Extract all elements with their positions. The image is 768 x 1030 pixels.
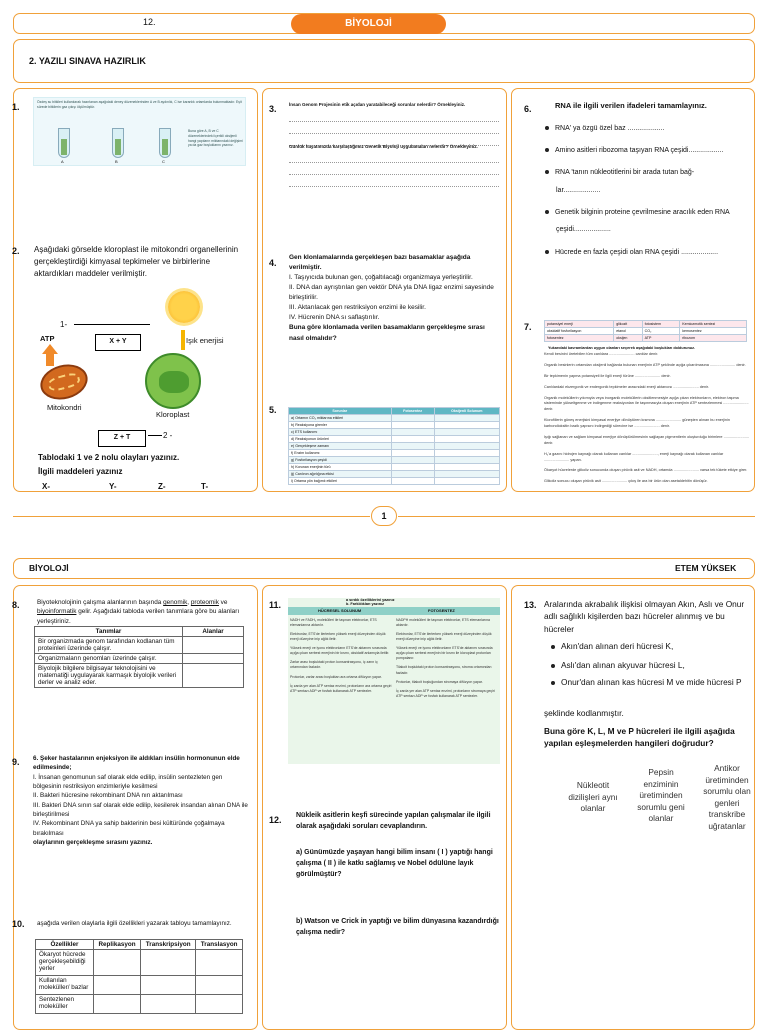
q6-bullet-2: Amino asitleri ribozoma taşıyan RNA çeşidi.................. bbox=[545, 146, 723, 157]
y-answer: Y- bbox=[109, 482, 117, 491]
q11-header-right: FOTOSENTEZ bbox=[428, 608, 455, 613]
q9-title: 6. Şeker hastalarının enjeksiyon ile aldıkları insülin hormonunun elde edilmesinde; bbox=[33, 755, 240, 772]
q13-number: 13. bbox=[524, 600, 537, 610]
page-divider-left bbox=[13, 516, 370, 517]
q4-step-2: II. DNA dan ayrıştırılan gen vektör DNA yla DNA ligaz enzimi sayesinde birleştirilir. bbox=[289, 284, 494, 302]
q10-number: 10. bbox=[12, 919, 25, 929]
q6-bullet-3-cont: lar................... bbox=[556, 187, 601, 194]
q8-number: 8. bbox=[12, 600, 20, 610]
q1-side-text: Buna göre A, B ve C düzeneklerindeki içerikli oksijenli hangi yapıların miktarındaki değişimi ya da gaz boşluklarını yazınız. bbox=[188, 129, 243, 148]
page2-header-bar bbox=[13, 558, 755, 579]
q13-bullet-2: Aslı'dan alınan akyuvar hücresi L, bbox=[551, 659, 685, 671]
q12-a: a) Günümüzde yaşayan hangi bilim insanı ( I ) yaptığı hangi çalışma ( II ) ile katkı sağlamış ve Nobel ödülüne layık görülmüştür? bbox=[296, 849, 493, 878]
q1-intro: Özdeş su bitkileri kullanılarak hazırlanan aşağıdaki deney düzeneklerinden A ve B aydınlık, C ise karanlık ortamlarda bulunmaktadır. Eşit sürede bitkilerin gaz çıkışı ölçülmüştür. bbox=[37, 100, 242, 109]
atp-arrow-stem bbox=[46, 353, 54, 366]
chloroplast-icon bbox=[145, 353, 201, 409]
t-answer: T- bbox=[201, 482, 209, 491]
q13-bullet-1: Akın'dan alınan deri hücresi K, bbox=[551, 640, 673, 652]
q5-header: Fotosentez bbox=[391, 408, 434, 415]
tube-b bbox=[112, 128, 124, 158]
q13-bullet-3: Onur'dan alınan kas hücresi M ve mide hücresi P bbox=[551, 676, 751, 688]
q4-step-4: IV. Hücrenin DNA sı saflaştırılır. bbox=[289, 314, 380, 322]
q8-intro: Biyoteknolojinin çalışma alanlarının başında genomik, proteomik ve biyoinformatik gelir. Aşağıdaki tabloda verilen tanımlara göre bu alanları yerleştiriniz. bbox=[37, 599, 240, 625]
page-divider-right bbox=[398, 516, 755, 517]
x-answer: X- bbox=[42, 482, 50, 491]
q5-row: d) Reaksiyonun ürünleri bbox=[289, 436, 392, 443]
q5-row: c) ETS kullanımı bbox=[289, 429, 392, 436]
q11-caption-2: b. Farklılıkları yazınız bbox=[346, 602, 384, 606]
diagram-label-1: 1- bbox=[60, 320, 68, 329]
q7-instruction: Yukarıdaki kavramlardan uygun olanları seçerek aşağıdaki boşlukları doldurunuz. bbox=[548, 346, 696, 350]
q4-step-1: I. Taşıyıcıda bulunan gen, çoğaltılacağı organizmaya yerleştirilir. bbox=[289, 274, 473, 282]
q3-b: Günlük hayatımızda karşılaştığımız Genetik Biyoloji uygulamaları nelerdir? Örnekleyiniz. bbox=[289, 144, 478, 149]
q11-caption: a sırdık özelliklerini yazınız bbox=[346, 598, 395, 602]
q4-number: 4. bbox=[269, 258, 277, 268]
q10-row: Sentezlenen moleküller bbox=[36, 995, 94, 1014]
q6-bullet-4-cont: çeşidi................... bbox=[556, 226, 611, 233]
page2-subject: BİYOLOJİ bbox=[29, 563, 69, 573]
q5-number: 5. bbox=[269, 405, 277, 415]
xy-label: X + Y bbox=[109, 338, 127, 345]
q6-bullet-3: RNA 'tanın nükleotitlerini bir arada tutan bağ- bbox=[545, 168, 694, 179]
mito-label: Mitokondri bbox=[47, 403, 82, 412]
q8-row: Bir organizmada genom tarafından kodlanan tüm proteinleri üzerinde çalışır. bbox=[35, 637, 183, 654]
q2-number: 2. bbox=[12, 246, 20, 256]
tube-c bbox=[159, 128, 171, 158]
q11-right-col: NADPH molekülleri ile taşınan elektronlar, ETS elemanlarına aktarılır. Elektronlar, ETS'de ilerlerken yüksek enerji düzeyinden düşük enerji düzeyine inip ağlık iletir. Yüksek enerji ve iyonu elektronların ETS'de aktarımı sırasında açığa çıkan serbest enerjinin bir kısmı ile kloroplast protonları pompalanır. Tilakoit boşluktaki proton konsantrasyonu, stroma ortamından fazladır. Protonlar, tilakoit boşluğundan stromaya difüzyon yapar. İç zarda yer alan ATP sentaz enzimi, protonların stromaya geçiri ATP sentazı ADP ve fosfatı kullanarak ATP sentezler. bbox=[396, 618, 495, 698]
q11-number: 11. bbox=[269, 600, 282, 610]
q3-a: İnsan Genom Projesinin etik açıdan yaratabileceği sorunlar nelerdir? Örnekleyiniz. bbox=[289, 102, 466, 107]
q11-figure bbox=[288, 598, 500, 764]
z-answer: Z- bbox=[158, 482, 166, 491]
q13-text: Aralarında akrabalık ilişkisi olmayan Akın, Aslı ve Onur adlı sağlıklı kişilerden bazı hücreler alınmış ve bu hücreler bbox=[544, 599, 745, 634]
q2-instruction-1: Tablodaki 1 ve 2 nolu olayları yazınız. bbox=[38, 453, 180, 462]
q7-concept-table: potansiyel enerji glikozit fotosistem Kemiozmotik sentezi oksidatif fosforilasyon etanol CO₂ kemosentez fotosentez oksijen ATP ribozom bbox=[544, 320, 747, 342]
q12-b: b) Watson ve Crick in yaptığı ve bilim dünyasına kazandırdığı çalışma nedir? bbox=[296, 918, 499, 936]
q1-figure bbox=[33, 97, 246, 166]
zt-label: Z + T bbox=[113, 434, 131, 441]
q9-body bbox=[33, 754, 248, 847]
q5-row: ğ) Canlının ağırlığına etkisi bbox=[289, 471, 392, 478]
q2-text: Aşağıdaki görselde kloroplast ile mitokondri organellerinin gerçekleştirdiği kimyasal tepkimeler ve birbirlerine aktardıkları maddeler verilmiştir. bbox=[34, 245, 239, 278]
q9-question: olaylarının gerçekleşme sırasını yazınız. bbox=[33, 838, 153, 846]
q4-body bbox=[289, 253, 501, 344]
subject-pill: BİYOLOJİ bbox=[291, 14, 446, 34]
q4-step-3: III. Aktarılacak gen restriksiyon enzimi ile kesilir. bbox=[289, 304, 426, 312]
page-heading: 2. YAZILI SINAVA HAZIRLIK bbox=[29, 56, 146, 66]
page2-author: ETEM YÜKSEK bbox=[675, 563, 737, 573]
chloro-label: Kloroplast bbox=[156, 410, 190, 419]
q9-step-2: II. Bakteri hücresine rekombinant DNA nın aktarılması bbox=[33, 792, 183, 800]
q13-col-1: Nükleotit dizilişleri aynı olanlar bbox=[568, 780, 618, 814]
q5-row: h) Korunan enerjinin türü bbox=[289, 464, 392, 471]
diagram-atp: ATP bbox=[40, 334, 55, 343]
q6-bullet-4: Genetik bilginin proteine çevrilmesine aracılık eden RNA bbox=[545, 208, 730, 219]
q2-instruction-2: İlgili maddeleri yazınız bbox=[38, 467, 123, 476]
diagram-label-2: 2 - bbox=[163, 431, 173, 440]
q5-header: Sorunlar bbox=[289, 408, 392, 415]
q13-question: Buna göre K, L, M ve P hücreleri ile ilgili aşağıda yapılan eşleşmelerden hangileri doğrudur? bbox=[544, 726, 735, 749]
sun-icon bbox=[168, 291, 200, 323]
xy-box bbox=[95, 334, 141, 351]
q10-row: Kullanılan moleküller/ bazlar bbox=[36, 976, 94, 995]
q8-row: Biyolojik bilgilere bilgisayar teknolojisini ve matematiği uygulayarak karmaşık biyolojik verileri derler ve analiz eder. bbox=[35, 664, 183, 688]
diagram-line-bottom bbox=[148, 435, 162, 436]
q8-row: Organizmaların genomları üzerinde çalışır. bbox=[35, 654, 183, 664]
q10-table: Özellikler Replikasyon Transkripsiyon Translasyon Ökaryot hücrede gerçekleşebildiği yerler Kullanılan moleküller/ bazlar Sentezlenen moleküller bbox=[35, 939, 243, 1014]
q12-number: 12. bbox=[269, 815, 282, 825]
q4-title: Gen klonlamalarında gerçekleşen bazı basamaklar aşağıda verilmiştir. bbox=[289, 254, 471, 272]
q13-col-3: Antikor üretiminden sorumlu olan genleri transkribe uğratanlar bbox=[703, 763, 751, 832]
q5-header: Oksijenli Solunum bbox=[434, 408, 499, 415]
tube-a-label: A bbox=[61, 159, 64, 164]
q5-row: f) Enzim kullanımı bbox=[289, 450, 392, 457]
q9-step-4: IV. Rekombinant DNA ya sahip bakterinin besi kültüründe çoğalmaya bırakılması bbox=[33, 820, 225, 837]
q9-step-1: I. İnsanan genomunun saf olarak elde edilip, insülin sentezleten gen bölgesinin restriksiyon enzimleriyle kesilmesi bbox=[33, 773, 223, 790]
q3-number: 3. bbox=[269, 104, 277, 114]
q5-row: b) Reaksiyona girenler bbox=[289, 422, 392, 429]
tube-a bbox=[58, 128, 70, 158]
tube-b-label: B bbox=[115, 159, 118, 164]
light-arrow bbox=[181, 330, 185, 350]
q3-b-lines bbox=[289, 156, 499, 192]
q10-intro: aşağıda verilen olaylarla ilgili özellikleri yazarak tabloyu tamamlayınız. bbox=[37, 920, 232, 927]
q6-bullet-1: RNA' ya özgü özel baz ................... bbox=[545, 124, 665, 135]
q13-col-2: Pepsin enziminin üretiminden sorumlu geni olanlar bbox=[637, 767, 685, 824]
q8-table: Tanımlar Alanlar Bir organizmada genom tarafından kodlanan tüm proteinleri üzerinde çalışır. Organizmaların genomları üzerinde çalışır. Biyolojik bilgilere bilgisayar teknolojisini ve matematiği uygulayarak karmaşık biyolojik verileri derler ve analiz eder. bbox=[34, 626, 244, 688]
bottom-page-number: 1 bbox=[371, 506, 397, 526]
q1-number: 1. bbox=[12, 102, 20, 112]
q6-title: RNA ile ilgili verilen ifadeleri tamamlayınız. bbox=[555, 101, 707, 110]
zt-box bbox=[98, 430, 146, 447]
q5-row: a) Ortamın CO₂ miktarına etkileri bbox=[289, 415, 392, 422]
q7-fill-lines: Kendi besinini üretebilen tüm canlılara ........................ canlılar denir. Organik besinlerin ortamdan oksijenli bağlarda bulunan enerjinin ATP şeklinde açığa çıkarılmasına ........................ denir. Bir tepkimenin yapma potansiyeli ile ilgili enerji türüne ........................ denir. Canlılardaki ekzergonik ve endergonik tepkimeler arasındaki enerji aktarıcısı ........................ denir. Organik moleküllerin yıkımıyla veya inorganik moleküllerin oksitlenmesiyle açığa çıkan elektronların, elektron taşıma sisteminde yükseltgenme ve indirgenme reaksiyonları ile taşınmasıyla oluşan enerjinin ATP sentezlenmesi ........................ denir. Klorofillerin güneş enerjisini kimyasal enerjiye dönüştüren kısmına ........................ güneşten alınan bu enerjinin karbondioksitin bazik yapısını indirgediği sürecine ise ........................ denir. Işığı sağlanan ve sağlam kimyasal enerjiye dönüştürülmesinin sağlayan pigmentlerin oluşturduğu birimlere ........................ denir. H₂'a gazını hidrojen kaynağı olarak kullanan canlılar ........................, enerji kaynağı olarak kullanan canlılar ........................ yapan. Ökaryot hücrelerde glikoliz sonucunda oluşan pirüvik asit ve NADH, ortamda ........................ varsa tek tükete etkiye girer. Glikoliz sonucu oluşan pirüvik asit ........................ çıkış ile ara bir ürün olan asetaldehitin dönüşür. bbox=[544, 352, 749, 484]
q4-question: Buna göre klonlamada verilen basamakların gerçekleşme sırası nasıl olmalıdır? bbox=[289, 324, 485, 342]
page-number: 12. bbox=[143, 17, 156, 27]
light-label: Işık enerjisi bbox=[186, 336, 224, 345]
q11-header-left: HÜCRESEL SOLUNUM bbox=[318, 608, 362, 613]
q9-step-3: III. Bakteri DNA sının saf olarak elde edilip, kesilerek insandan alınan DNA ile birleştirilmesi bbox=[33, 801, 248, 818]
q5-row: e) Gerçekleşme zamanı bbox=[289, 443, 392, 450]
q12-title: Nükleik asitlerin keşfi sürecinde yapılan çalışmalar ile ilgili olarak aşağıdaki soruları cevaplandırın. bbox=[296, 812, 491, 830]
q7-number: 7. bbox=[524, 322, 532, 332]
q11-left-col: NADH ve FADH₂ molekülleri ile taşınan elektronlar, ETS elemanlarına aktarılır. Elektronlar, ETS'de ilerlerken yüksek enerji düzeyinden düşük enerji düzeyine inip ağlık iletir. Yüksek enerji ve iyonu elektronların ETS'de aktarımı sırasında açığa çıkan serbest enerjinin bir kısmı, oksidatif anlamıyla iletilir. Zarlar arası boşluktaki proton konsantrasyonu, iç zarın iç ortamından fazladır. Protonlar, zarlar arası boşluktan ara ortama difüzyon yapar. İç zarda yer alan ATP sentaz enzimi, protonların ara ortama geçiri ATP sentazı ADP ve fosfatı kullanarak ATP sentezler. bbox=[290, 618, 392, 693]
q5-row: i) Ortama yön bağımlı etkileri bbox=[289, 478, 392, 485]
q5-row: g) Fosforilasyon çeşidi bbox=[289, 457, 392, 464]
q10-row: Ökaryot hücrede gerçekleşebildiği yerler bbox=[36, 950, 94, 976]
q9-number: 9. bbox=[12, 757, 20, 767]
diagram-line-top bbox=[74, 324, 150, 325]
q13-after: şeklinde kodlanmıştır. bbox=[544, 708, 624, 718]
q6-bullet-5: Hücrede en fazla çeşidi olan RNA çeşidi ................... bbox=[545, 248, 718, 259]
tube-c-label: C bbox=[162, 159, 165, 164]
q6-number: 6. bbox=[524, 104, 532, 114]
q5-table bbox=[288, 407, 500, 485]
